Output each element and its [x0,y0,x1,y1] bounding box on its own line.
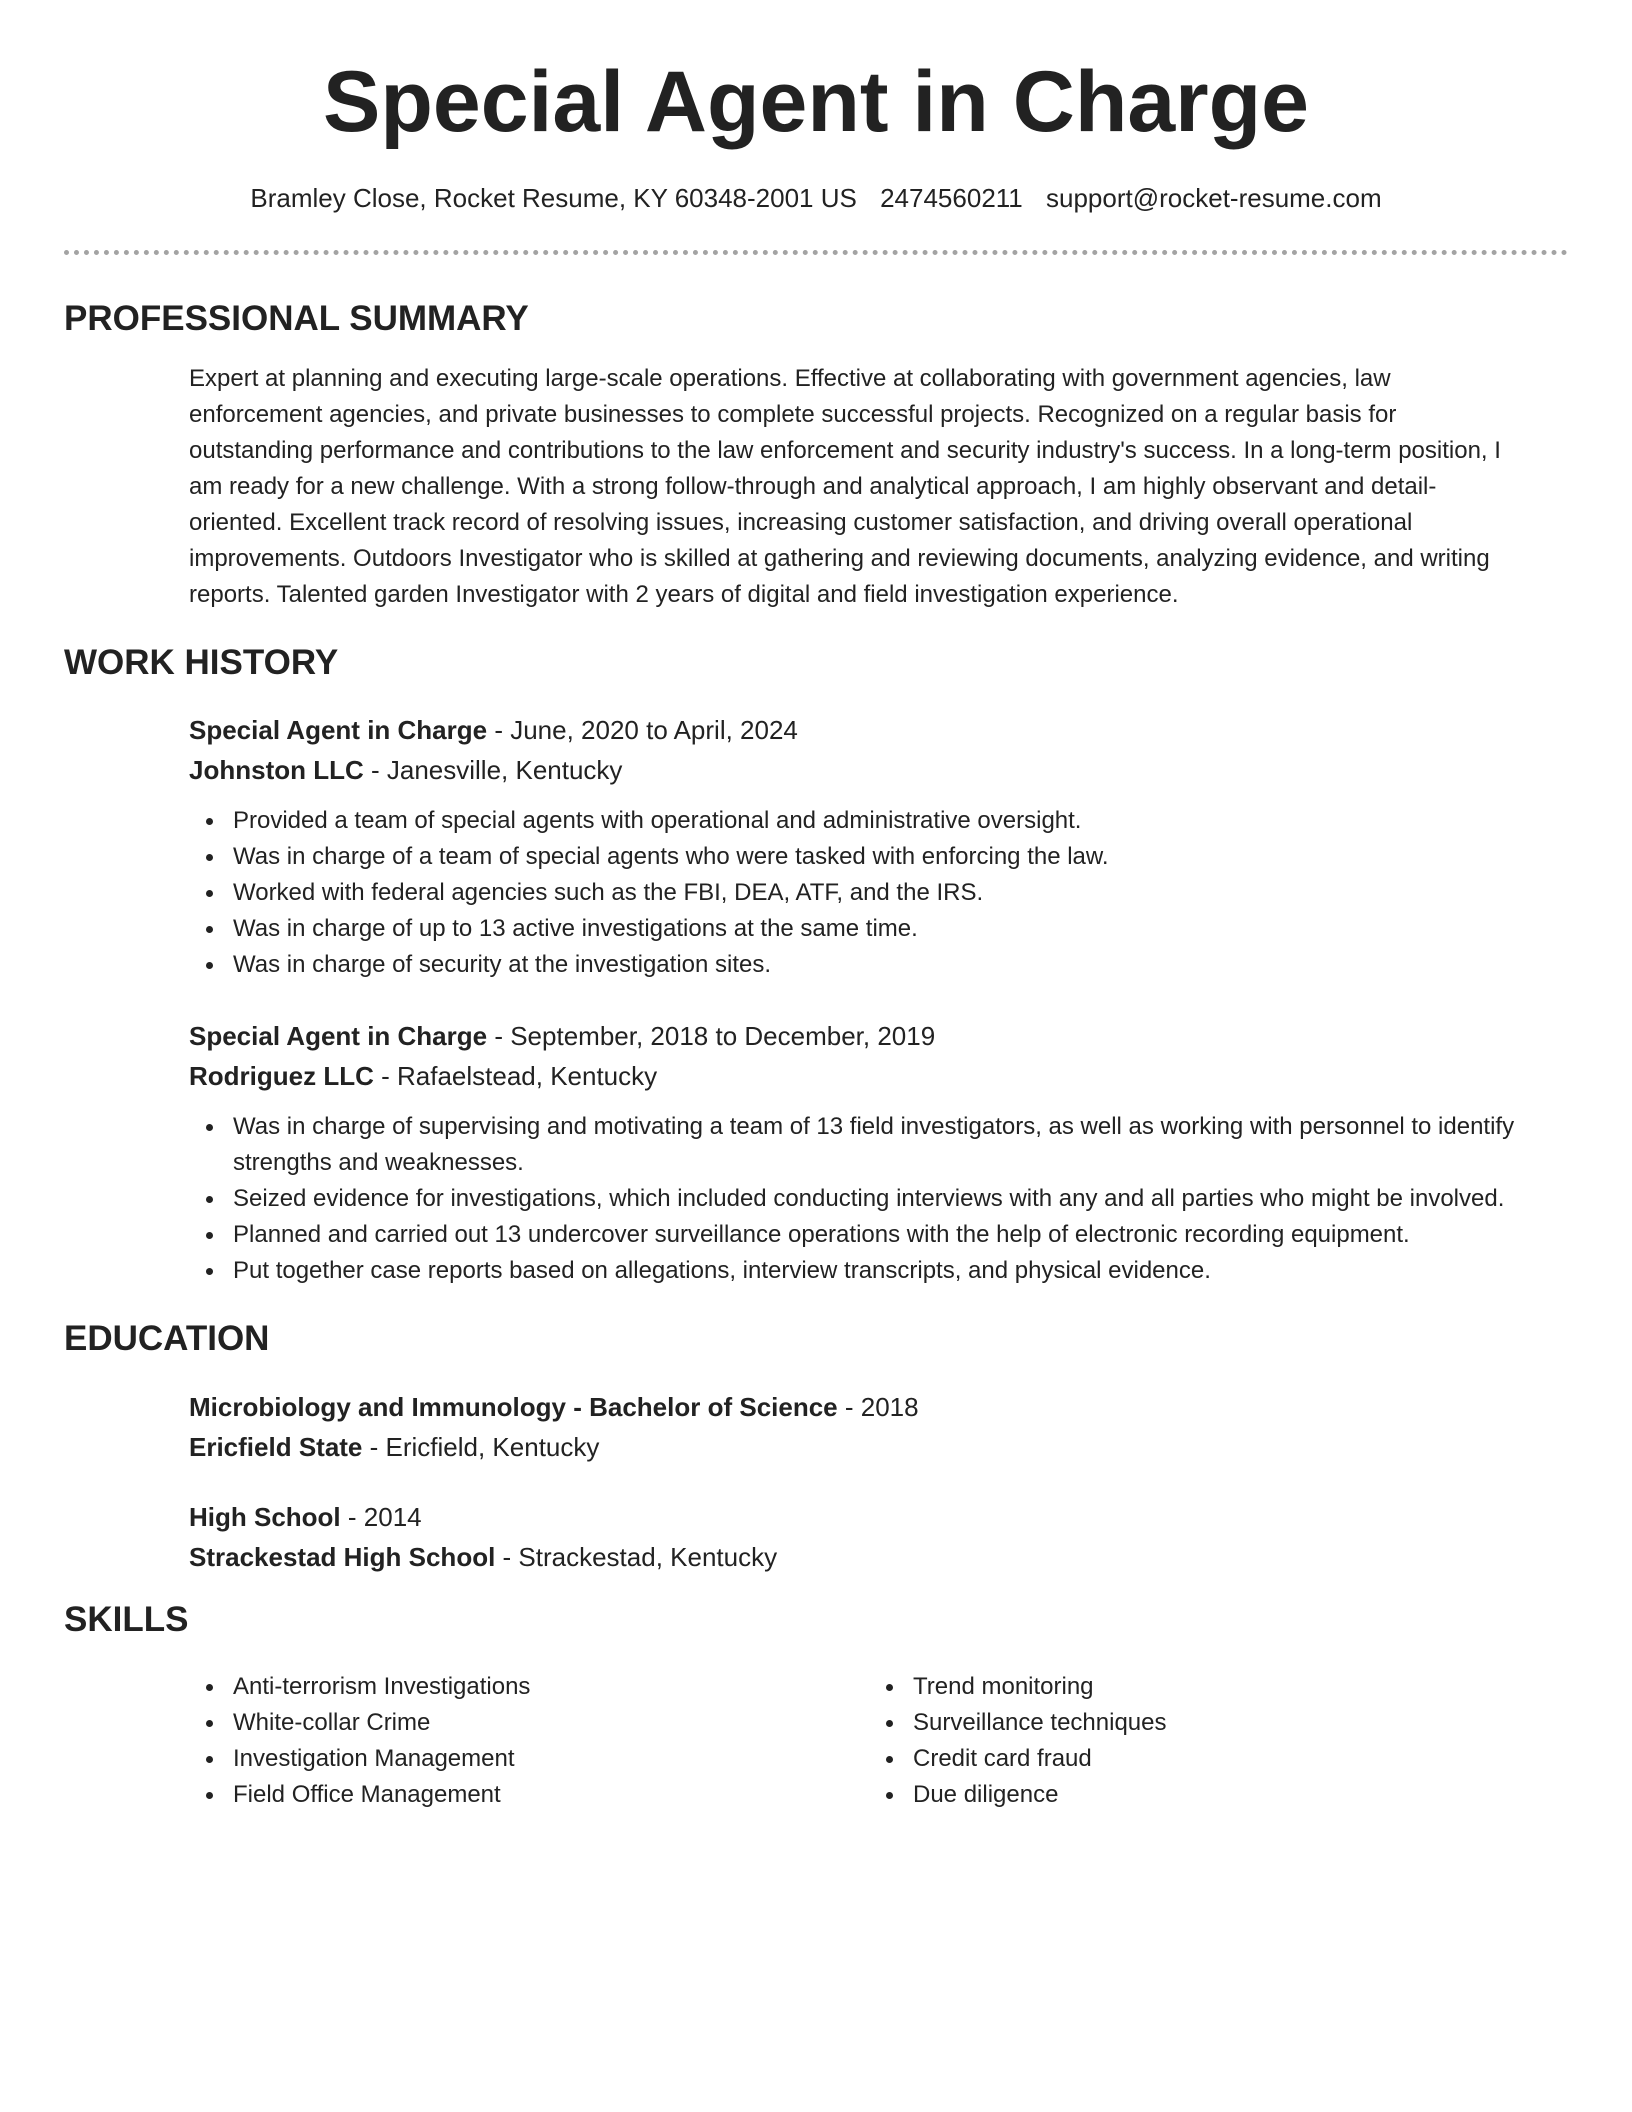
summary-heading: PROFESSIONAL SUMMARY [64,299,529,338]
job-bullet: Was in charge of security at the investigation sites. [189,947,1569,983]
job-bullet: Put together case reports based on allegations, interview transcripts, and physical evidence. [189,1253,1569,1289]
contact-line [0,180,1632,216]
education-school: Strackestad High School [189,1542,496,1572]
education-school-line [189,1427,1569,1467]
resume-title: Special Agent in Charge [322,54,1310,150]
contact-email: support@rocket-resume.com [1046,183,1382,213]
job-company: Johnston LLC [189,755,364,785]
summary-line: outstanding performance and contributions to the law enforcement and security industry's success. In a long-term position, I [189,437,1501,464]
job-title-line [189,710,1569,750]
job-company: Rodriguez LLC [189,1061,374,1091]
skill-item: Credit card fraud [869,1741,1489,1777]
summary-line: reports. Talented garden Investigator with 2 years of digital and field investigation experience. [189,581,1179,608]
job-bullets [189,1109,1569,1289]
skill-item: Anti-terrorism Investigations [189,1669,809,1705]
education-school-line [189,1537,1569,1577]
job-bullet: Was in charge of supervising and motivating a team of 13 field investigators, as well as working with personnel to identify strengths and weaknesses. [189,1109,1569,1181]
job-company-line [189,750,1569,790]
header-divider [64,250,1568,255]
education-school: Ericfield State [189,1432,363,1462]
skills-column-left [189,1669,809,1813]
skill-item: White-collar Crime [189,1705,809,1741]
education-entry [189,1387,1569,1467]
job-dates: - September, 2018 to December, 2019 [487,1021,936,1051]
education-year: - 2014 [340,1502,422,1532]
summary-line: am ready for a new challenge. With a strong follow-through and analytical approach, I am highly observant and detail- [189,473,1437,500]
education-degree-line [189,1387,1569,1427]
skill-item: Field Office Management [189,1777,809,1813]
summary-line: enforcement agencies, and private businesses to complete successful projects. Recognized on a regular basis for [189,401,1397,428]
education-location: - Strackestad, Kentucky [495,1542,778,1572]
summary-body [189,361,1569,613]
job-title-line [189,1016,1569,1056]
skills-column-right [869,1669,1489,1813]
skill-item: Surveillance techniques [869,1705,1489,1741]
job-company-line [189,1056,1569,1096]
education-degree: Microbiology and Immunology - Bachelor of Science [189,1392,838,1422]
work-history-heading: WORK HISTORY [64,643,339,682]
job-title: Special Agent in Charge [189,1021,488,1051]
job-bullet: Worked with federal agencies such as the FBI, DEA, ATF, and the IRS. [189,875,1569,911]
job-location: - Janesville, Kentucky [363,755,623,785]
summary-line: oriented. Excellent track record of resolving issues, increasing customer satisfaction, and driving overall operational [189,509,1413,536]
education-location: - Ericfield, Kentucky [362,1432,600,1462]
skills-heading: SKILLS [64,1600,189,1639]
education-degree-line [189,1497,1569,1537]
job-bullet: Was in charge of up to 13 active investigations at the same time. [189,911,1569,947]
skills-list [869,1669,1489,1813]
summary-line: improvements. Outdoors Investigator who is skilled at gathering and reviewing documents, analyzing evidence, and writing [189,545,1490,572]
job-bullet: Provided a team of special agents with operational and administrative oversight. [189,803,1569,839]
job-bullets [189,803,1569,983]
education-degree: High School [189,1502,341,1532]
summary-line: Expert at planning and executing large-scale operations. Effective at collaborating with government agencies, law [189,365,1391,392]
skill-item: Due diligence [869,1777,1489,1813]
skill-item: Trend monitoring [869,1669,1489,1705]
education-heading: EDUCATION [64,1319,270,1358]
job-bullet: Planned and carried out 13 undercover surveillance operations with the help of electronic recording equipment. [189,1217,1569,1253]
skill-item: Investigation Management [189,1741,809,1777]
education-year: - 2018 [837,1392,919,1422]
job-entry [189,1016,1569,1289]
job-title: Special Agent in Charge [189,715,488,745]
contact-phone: 2474560211 [880,183,1023,213]
skills-list [189,1669,809,1813]
job-location: - Rafaelstead, Kentucky [373,1061,658,1091]
job-entry [189,710,1569,983]
job-bullet: Was in charge of a team of special agents who were tasked with enforcing the law. [189,839,1569,875]
education-entry [189,1497,1569,1577]
contact-address: Bramley Close, Rocket Resume, KY 60348-2001 US [250,183,857,213]
job-bullet: Seized evidence for investigations, which included conducting interviews with any and all parties who might be involved. [189,1181,1569,1217]
job-dates: - June, 2020 to April, 2024 [487,715,798,745]
